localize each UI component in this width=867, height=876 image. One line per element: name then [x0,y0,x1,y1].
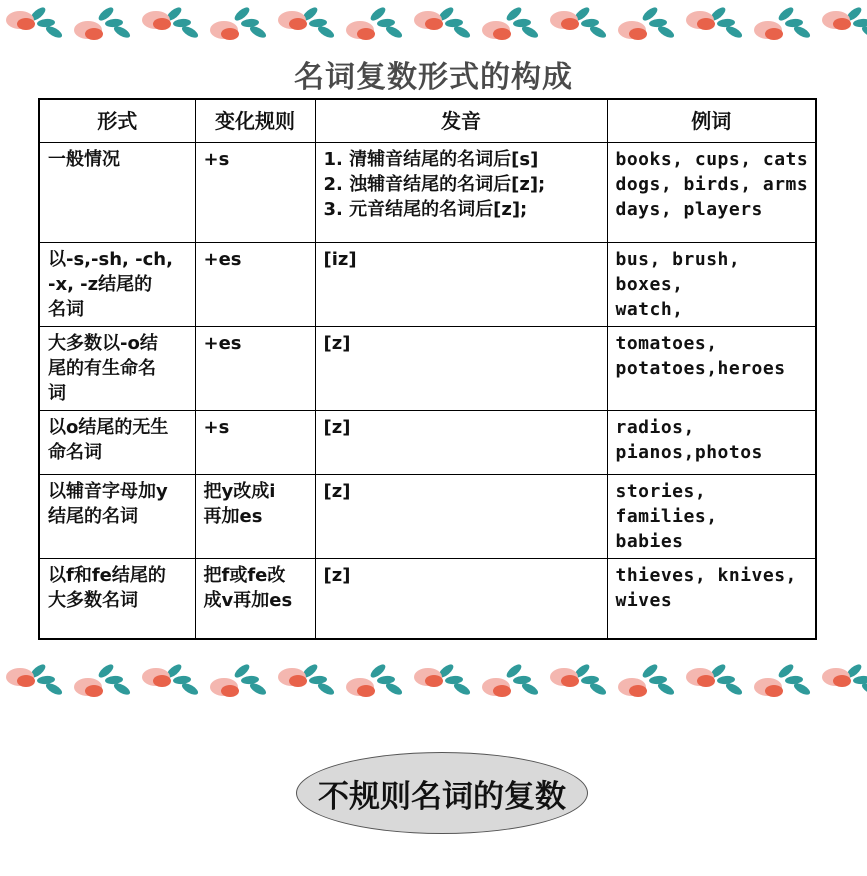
cell-pronunciation-line: 1. 清辅音结尾的名词后[s] [323,149,539,170]
flower-icon [822,5,867,40]
leaf-icon [785,18,804,28]
petal-icon [17,675,35,687]
cell-form [39,143,195,243]
petal-icon [765,685,783,697]
leaf-icon [105,675,124,685]
flower-icon [346,5,404,40]
petal-icon [289,18,307,30]
cell-form [39,243,195,327]
cell-form-line: 以f和fe结尾的 [48,565,166,586]
leaf-icon [581,675,600,685]
petal-icon [357,28,375,40]
cell-pronunciation-line: [z] [323,565,351,586]
cell-rule [195,143,315,243]
petal-icon [697,675,715,687]
cell-pronunciation [315,143,607,243]
leaf-icon [241,18,260,28]
cell-examples [607,327,816,411]
cell-rule-line: 再加es [203,506,263,527]
leaf-icon [717,18,736,28]
cell-form [39,411,195,475]
leaf-icon [37,18,56,28]
cell-examples-line: pianos,photos [615,442,763,463]
garland-svg [0,0,867,60]
petal-icon [153,675,171,687]
petal-icon [833,18,851,30]
cell-rule [195,411,315,475]
leaf-icon [581,18,600,28]
flower-icon [74,5,132,40]
leaf-icon [377,18,396,28]
cell-form-line: 词 [48,383,66,404]
cell-examples-line: tomatoes, [615,333,718,354]
petal-icon [561,18,579,30]
petal-icon [221,28,239,40]
cell-pronunciation [315,475,607,559]
leaf-icon [173,675,192,685]
flower-icon [618,662,676,697]
table-row [39,243,816,327]
petal-icon [17,18,35,30]
cell-pronunciation-line: [iz] [323,249,357,270]
cell-form-line: 结尾的名词 [48,506,138,527]
header-rule: 变化规则 [195,99,315,143]
flower-icon [686,5,744,40]
cell-pronunciation-line: [z] [323,333,351,354]
cell-form-line: 以-s,-sh, -ch, [48,249,173,270]
cell-form-line: -x, -z结尾的 [48,274,153,295]
cell-form [39,559,195,639]
petal-icon [629,28,647,40]
flower-icon [210,5,268,40]
cell-rule [195,243,315,327]
flower-icon [686,662,744,697]
cell-form-line: 大多数名词 [48,590,138,611]
table-header-row [39,99,816,143]
cell-form-line: 以o结尾的无生 [48,417,169,438]
leaf-icon [37,675,56,685]
header-form: 形式 [39,99,195,143]
header-examples: 例词 [607,99,816,143]
cell-pronunciation [315,327,607,411]
flower-icon [550,5,608,40]
flower-icon [346,662,404,697]
table-row [39,327,816,411]
flower-icon [210,662,268,697]
cell-rule-line: +es [203,249,242,270]
flower-icon [278,662,336,697]
flower-icon [278,5,336,40]
petal-icon [289,675,307,687]
cell-rule-line: +es [203,333,242,354]
flower-icon [414,5,472,40]
flower-icon [550,662,608,697]
petal-icon [221,685,239,697]
petal-icon [493,685,511,697]
petal-icon [425,675,443,687]
cell-examples-line: babies [615,531,684,552]
petal-icon [697,18,715,30]
cell-examples-line: wives [615,590,673,611]
petal-icon [85,28,103,40]
leaf-icon [377,675,396,685]
cell-rule [195,559,315,639]
petal-icon [833,675,851,687]
flower-icon [482,662,540,697]
cell-examples-line: days, players [615,199,763,220]
flower-icon [822,662,867,697]
flower-icon [482,5,540,40]
cell-form [39,327,195,411]
cell-rule-line: +s [203,149,230,170]
section-heading-oval [296,752,588,834]
table-row [39,143,816,243]
cell-pronunciation [315,559,607,639]
cell-form-line: 尾的有生命名 [48,358,156,379]
cell-form [39,475,195,559]
cell-pronunciation [315,243,607,327]
flower-icon [618,5,676,40]
petal-icon [561,675,579,687]
table-row [39,559,816,639]
petal-icon [493,28,511,40]
cell-examples-line: books, cups, cats [615,149,809,170]
petal-icon [85,685,103,697]
cell-rule-line: 把f或fe改 [203,565,286,586]
cell-pronunciation-line: 3. 元音结尾的名词后[z]; [323,199,528,220]
petal-icon [425,18,443,30]
cell-pronunciation-line: [z] [323,481,351,502]
cell-examples [607,243,816,327]
table-row [39,475,816,559]
flower-icon [142,662,200,697]
cell-examples-line: potatoes,heroes [615,358,786,379]
cell-examples [607,411,816,475]
petal-icon [153,18,171,30]
leaf-icon [785,675,804,685]
section-heading: 不规则名词的复数 [318,778,566,815]
flower-icon [6,662,64,697]
flower-icon [754,5,812,40]
leaf-icon [717,675,736,685]
cell-rule-line: +s [203,417,230,438]
cell-pronunciation [315,411,607,475]
header-pronunciation: 发音 [315,99,607,143]
cell-examples-line: dogs, birds, arms [615,174,809,195]
cell-form-line: 大多数以-o结 [48,333,158,354]
leaf-icon [649,675,668,685]
leaf-icon [241,675,260,685]
leaf-icon [513,18,532,28]
cell-form-line: 名词 [48,299,84,320]
cell-pronunciation-line: 2. 浊辅音结尾的名词后[z]; [323,174,546,195]
flower-icon [6,5,64,40]
cell-examples [607,143,816,243]
floral-border-middle [0,657,867,727]
cell-pronunciation-line: [z] [323,417,351,438]
leaf-icon [649,18,668,28]
leaf-icon [105,18,124,28]
cell-examples-line: radios, [615,417,695,438]
cell-examples [607,475,816,559]
floral-border-top [0,0,867,60]
cell-form-line: 以辅音字母加y [48,481,168,502]
page-title: 名词复数形式的构成 [294,60,573,95]
flower-icon [754,662,812,697]
leaf-icon [513,675,532,685]
leaf-icon [445,675,464,685]
cell-form-line: 一般情况 [48,149,120,170]
cell-examples-line: bus, brush, boxes, [615,249,741,295]
cell-form-line: 命名词 [48,442,102,463]
cell-rule-line: 成v再加es [203,590,293,611]
leaf-icon [445,18,464,28]
flower-icon [74,662,132,697]
leaf-icon [309,18,328,28]
leaf-icon [309,675,328,685]
plural-rules-table [38,98,817,640]
cell-rule [195,327,315,411]
cell-examples-line: thieves, knives, [615,565,797,586]
table-row [39,411,816,475]
petal-icon [357,685,375,697]
flower-icon [414,662,472,697]
cell-rule-line: 把y改成i [203,481,276,502]
cell-examples [607,559,816,639]
petal-icon [765,28,783,40]
cell-examples-line: stories, families, [615,481,718,527]
cell-examples-line: watch, [615,299,684,320]
garland-svg [0,657,867,727]
flower-icon [142,5,200,40]
cell-rule [195,475,315,559]
petal-icon [629,685,647,697]
leaf-icon [173,18,192,28]
